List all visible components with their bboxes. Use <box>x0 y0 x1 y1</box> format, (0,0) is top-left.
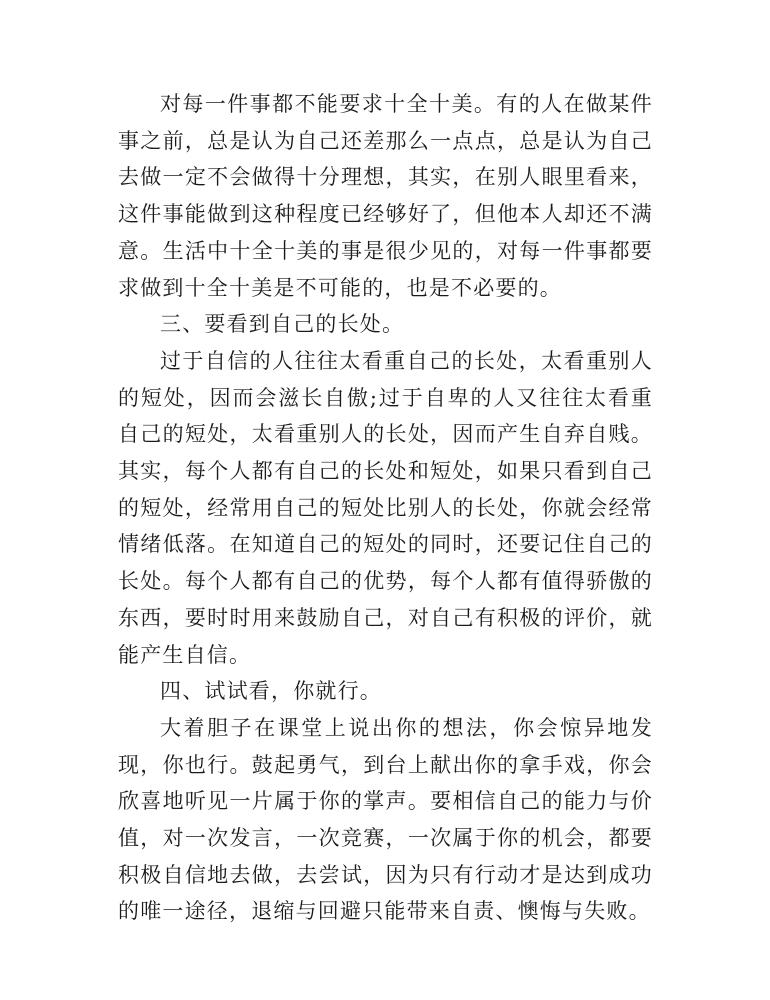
section-heading-try: 四、试试看，你就行。 <box>160 679 382 704</box>
section-heading-strengths: 三、要看到自己的长处。 <box>160 312 405 337</box>
document-body <box>118 86 653 930</box>
paragraph-try: 大着胆子在课堂上说出你的想法，你会惊异地发现，你也行。鼓起勇气，到台上献出你的拿手戏，你会欣喜地听见一片属于你的掌声。要相信自己的能力与价值，对一次发言，一次竞赛，一次属于你的机会，都要积极自信地去做，去尝试，因为只有行动才是达到成功的唯一途径，退缩与回避只能带来自责、懊悔与失败。 <box>118 715 653 924</box>
paragraph-strengths: 过于自信的人往往太看重自己的长处，太看重别人的短处，因而会滋长自傲;过于自卑的人又往往太看重自己的短处，太看重别人的长处，因而产生自弃自贱。其实，每个人都有自己的长处和短处，如果只看到自己的短处，经常用自己的短处比别人的长处，你就会经常情绪低落。在知道自己的短处的同时，还要记住自己的长处。每个人都有自己的优势，每个人都有值得骄傲的东西，要时时用来鼓励自己，对自己有积极的评价，就能产生自信。 <box>118 348 653 667</box>
paragraph-perfection: 对每一件事都不能要求十全十美。有的人在做某件事之前，总是认为自己还差那么一点点，总是认为自己去做一定不会做得十分理想，其实，在别人眼里看来，这件事能做到这种程度已经够好了，但他本人却还不满意。生活中十全十美的事是很少见的，对每一件事都要求做到十全十美是不可能的，也是不必要的。 <box>118 92 653 300</box>
